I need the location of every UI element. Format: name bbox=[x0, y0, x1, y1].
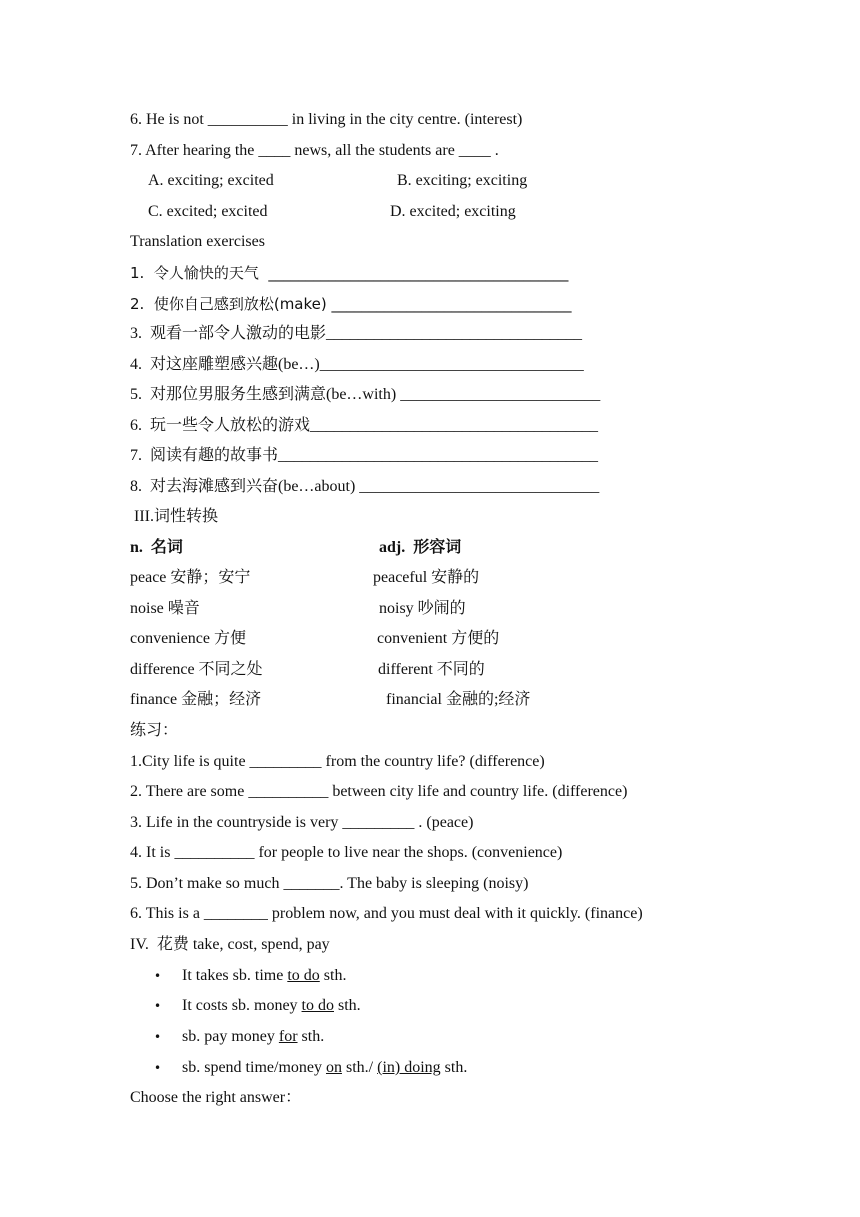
noun-word: convenience 方便 bbox=[130, 630, 246, 647]
translation-item: 2. 使你自己感到放松(make) ________________________________ bbox=[130, 295, 572, 313]
translation-item: 4. 对这座雕塑感兴趣(be…)_________________________________ bbox=[130, 356, 584, 373]
choice-b: B. exciting; exciting bbox=[397, 172, 528, 189]
section-3-heading: III.词性转换 bbox=[134, 508, 218, 525]
usage-text: sb. pay money bbox=[182, 1028, 279, 1045]
usage-text: sth./ bbox=[341, 1059, 378, 1076]
bullet-icon: • bbox=[154, 969, 162, 983]
adj-word: convenient 方便的 bbox=[377, 630, 500, 647]
translation-item: 1. 令人愉快的天气 ________________________________________ bbox=[130, 264, 569, 282]
bullet-icon: • bbox=[154, 1061, 162, 1075]
practice-item: 4. It is __________ for people to live near the shops. (convenience) bbox=[130, 844, 563, 861]
usage-bullet bbox=[182, 1027, 324, 1047]
usage-bullet bbox=[182, 966, 346, 986]
bullet-icon: • bbox=[154, 999, 162, 1013]
usage-text: It takes sb. time bbox=[182, 967, 288, 984]
practice-item: 1.City life is quite _________ from the country life? (difference) bbox=[130, 753, 545, 770]
choose-answer-heading: Choose the right answer： bbox=[130, 1089, 302, 1106]
usage-underlined: to do bbox=[301, 997, 334, 1014]
practice-item: 2. There are some __________ between city life and country life. (difference) bbox=[130, 783, 628, 800]
section-4-heading: IV. 花费 take, cost, spend, pay bbox=[130, 936, 330, 953]
usage-bullet bbox=[182, 1058, 467, 1078]
adj-word: peaceful 安静的 bbox=[373, 569, 480, 586]
usage-text: sth. bbox=[440, 1059, 468, 1076]
translation-item: 8. 对去海滩感到兴奋(be…about) ______________________________ bbox=[130, 478, 600, 495]
translation-item: 5. 对那位男服务生感到满意(be…with) _________________________ bbox=[130, 386, 601, 403]
practice-heading: 练习： bbox=[130, 722, 179, 739]
usage-underlined: on bbox=[325, 1059, 342, 1076]
choice-c: C. excited; excited bbox=[148, 203, 268, 220]
bullet-icon: • bbox=[154, 1030, 162, 1044]
choice-a: A. exciting; excited bbox=[148, 172, 274, 189]
adj-column-heading: adj. 形容词 bbox=[379, 539, 462, 556]
usage-text: sth. bbox=[297, 1028, 325, 1045]
usage-underlined: to do bbox=[287, 967, 320, 984]
noun-word: finance 金融；经济 bbox=[130, 691, 262, 708]
noun-column-heading: n. 名词 bbox=[130, 539, 183, 556]
usage-underlined: (in) doing bbox=[377, 1059, 441, 1076]
choice-d: D. excited; exciting bbox=[390, 203, 516, 220]
translation-heading: Translation exercises bbox=[130, 233, 265, 250]
usage-text: sb. spend time/money bbox=[182, 1059, 326, 1076]
usage-text: sth. bbox=[334, 997, 361, 1014]
usage-underlined: for bbox=[278, 1028, 298, 1045]
noun-word: difference 不同之处 bbox=[130, 661, 263, 678]
adj-word: financial 金融的;经济 bbox=[386, 691, 531, 708]
practice-item: 6. This is a ________ problem now, and you must deal with it quickly. (finance) bbox=[130, 905, 643, 922]
usage-bullet bbox=[182, 996, 361, 1016]
usage-text: It costs sb. money bbox=[182, 997, 302, 1014]
translation-item: 3. 观看一部令人激动的电影________________________________ bbox=[130, 325, 583, 342]
practice-item: 3. Life in the countryside is very _________ . (peace) bbox=[130, 814, 474, 831]
translation-item: 6. 玩一些令人放松的游戏____________________________________ bbox=[130, 417, 599, 434]
usage-text: sth. bbox=[319, 967, 347, 984]
exercise-6: 6. He is not __________ in living in the city centre. (interest) bbox=[130, 111, 523, 128]
translation-item: 7. 阅读有趣的故事书________________________________________ bbox=[130, 447, 599, 464]
noun-word: peace 安静；安宁 bbox=[130, 569, 251, 586]
noun-word: noise 噪音 bbox=[130, 600, 200, 617]
exercise-7: 7. After hearing the ____ news, all the students are ____ . bbox=[130, 142, 499, 159]
practice-item: 5. Don’t make so much _______. The baby is sleeping (noisy) bbox=[130, 875, 529, 892]
adj-word: noisy 吵闹的 bbox=[379, 600, 466, 617]
adj-word: different 不同的 bbox=[378, 661, 485, 678]
